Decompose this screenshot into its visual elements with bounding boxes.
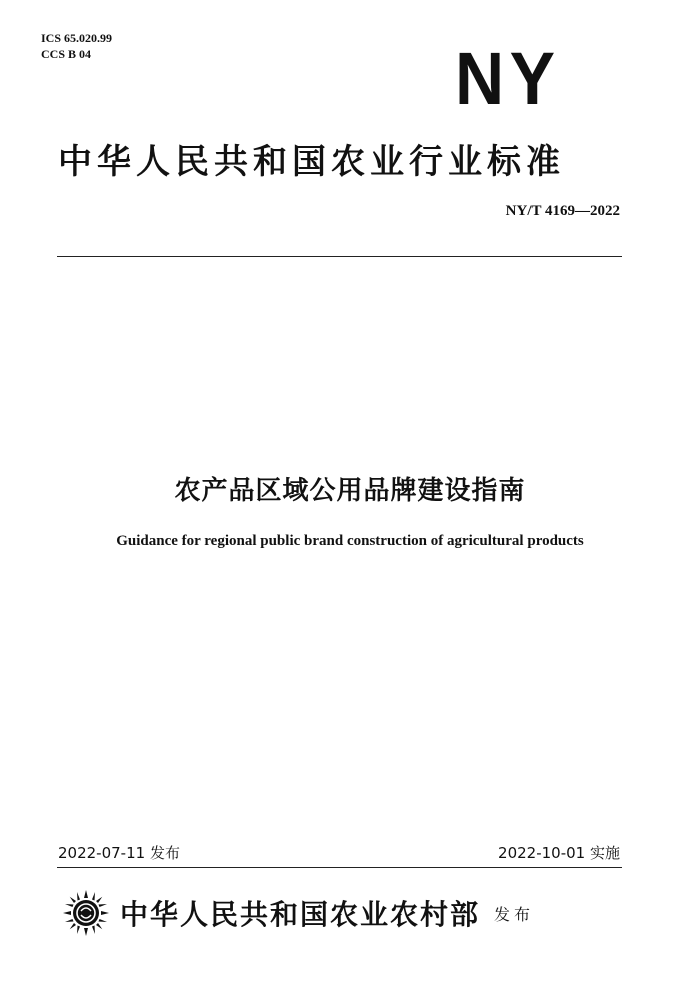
footer-divider — [57, 867, 622, 868]
ministry-emblem-icon — [62, 889, 110, 937]
standard-number: NY/T 4169—2022 — [505, 203, 620, 219]
document-title-cn: 农产品区域公用品牌建设指南 — [174, 476, 526, 506]
publisher-block — [62, 888, 534, 938]
publisher-name: 中华人民共和国农业农村部 — [120, 898, 481, 931]
document-title-en: Guidance for regional public brand construction of agricultural products — [116, 533, 584, 549]
publisher-action: 发布 — [494, 904, 535, 924]
ny-code-logo: NY — [455, 37, 561, 120]
effective-date: 2022-10-01 实施 — [498, 844, 620, 862]
ics-code: ICS 65.020.99 — [41, 31, 113, 45]
header-divider — [57, 256, 622, 257]
standard-title: 中华人民共和国农业行业标准 — [58, 142, 565, 182]
ccs-code: CCS B 04 — [41, 47, 92, 61]
issue-date: 2022-07-11 发布 — [58, 844, 180, 862]
classification-codes — [41, 30, 112, 62]
